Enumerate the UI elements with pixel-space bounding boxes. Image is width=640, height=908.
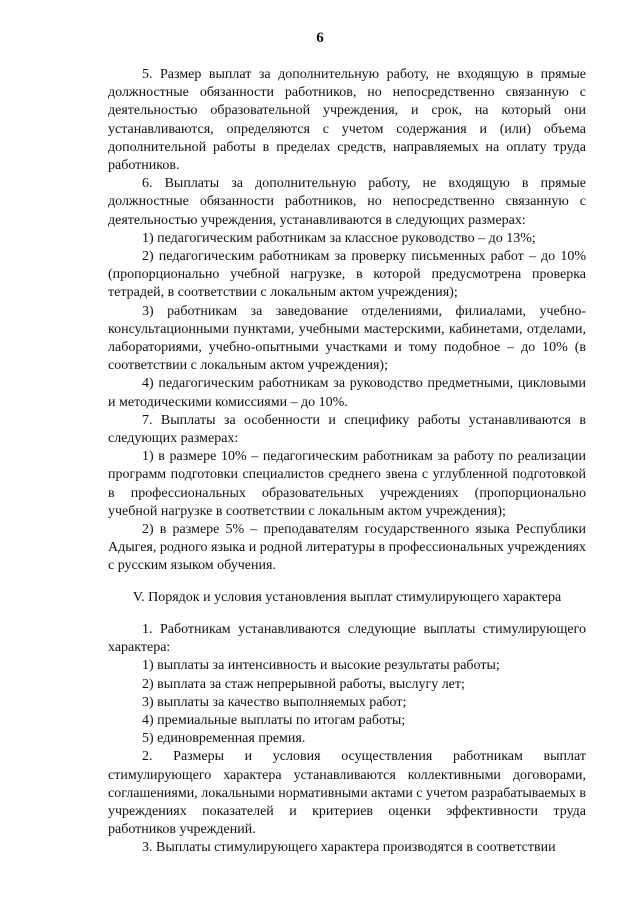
section-heading: V. Порядок и условия установления выплат стимулирующего характера	[132, 589, 562, 605]
document-body	[108, 66, 586, 858]
list-item: 2) педагогическим работникам за проверку письменных работ – до 10% (пропорционально учебной нагрузке, в которой предусмотрена проверка тетрадей, в соответствии с локальным актом учреждения);	[108, 249, 586, 301]
list-item: 1) в размере 10% – педагогическим работникам за работу по реализации программ подготовки специалистов среднего звена с углубленной подготовкой в профессиональных образовательных учреждениях (пропорционально учебной нагрузке в соответствии с локальным актом учреждения);	[108, 449, 586, 519]
list-item: 4) премиальные выплаты по итогам работы;	[142, 712, 406, 728]
paragraph: 6. Выплаты за дополнительную работу, не входящую в прямые должностные обязанности работников, но непосредственно связанную с деятельностью учреждения, устанавливаются в следующих размерах:	[108, 176, 586, 228]
list-item: 2) в размере 5% – преподавателям государственного языка Республики Адыгея, родного языка и родной литературы в профессиональных учреждениях с русским языком обучения.	[108, 522, 586, 574]
list-item: 2) выплата за стаж непрерывной работы, выслугу лет;	[142, 676, 465, 692]
list-item: 5) единовременная премия.	[142, 731, 306, 747]
list-item: 3) выплаты за качество выполняемых работ;	[142, 694, 407, 710]
paragraph: 3. Выплаты стимулирующего характера производятся в соответствии	[142, 840, 556, 856]
paragraph: 2. Размеры и условия осуществления работникам выплат стимулирующего характера устанавливаются коллективными договорами, соглашениями, локальными нормативными актами с учетом разрабатываемых в учреждениях показателей и критериев оценки эффективности труда работников учреждений.	[108, 749, 586, 838]
list-item: 1) выплаты за интенсивность и высокие результаты работы;	[142, 658, 500, 674]
paragraph: 1. Работникам устанавливаются следующие выплаты стимулирующего характера:	[108, 621, 586, 656]
list-item: 3) работникам за заведование отделениями, филиалами, учебно-консультационными пунктами, учебными мастерскими, кабинетами, отделами, лабораториями, учебно-опытными участками и тому подобное – до 10% (в соответствии с локальным актом учреждения);	[108, 303, 586, 374]
list-item: 4) педагогическим работникам за руководство предметными, цикловыми и методическими комиссиями – до 10%.	[108, 376, 586, 410]
list-item: 1) педагогическим работникам за классное руководство – до 13%;	[142, 230, 536, 246]
paragraph: 5. Размер выплат за дополнительную работу, не входящую в прямые должностные обязанности работников, но непосредственно связанную с деятельностью образовательной учреждения, и срок, на который они устанавливаются, определяются с учетом содержания и (или) объема дополнительной работы в пределах средств, направляемых на оплату труда работников.	[108, 67, 586, 174]
paragraph: 7. Выплаты за особенности и специфику работы устанавливаются в следующих размерах:	[108, 412, 586, 447]
page-number: 6	[316, 30, 324, 46]
